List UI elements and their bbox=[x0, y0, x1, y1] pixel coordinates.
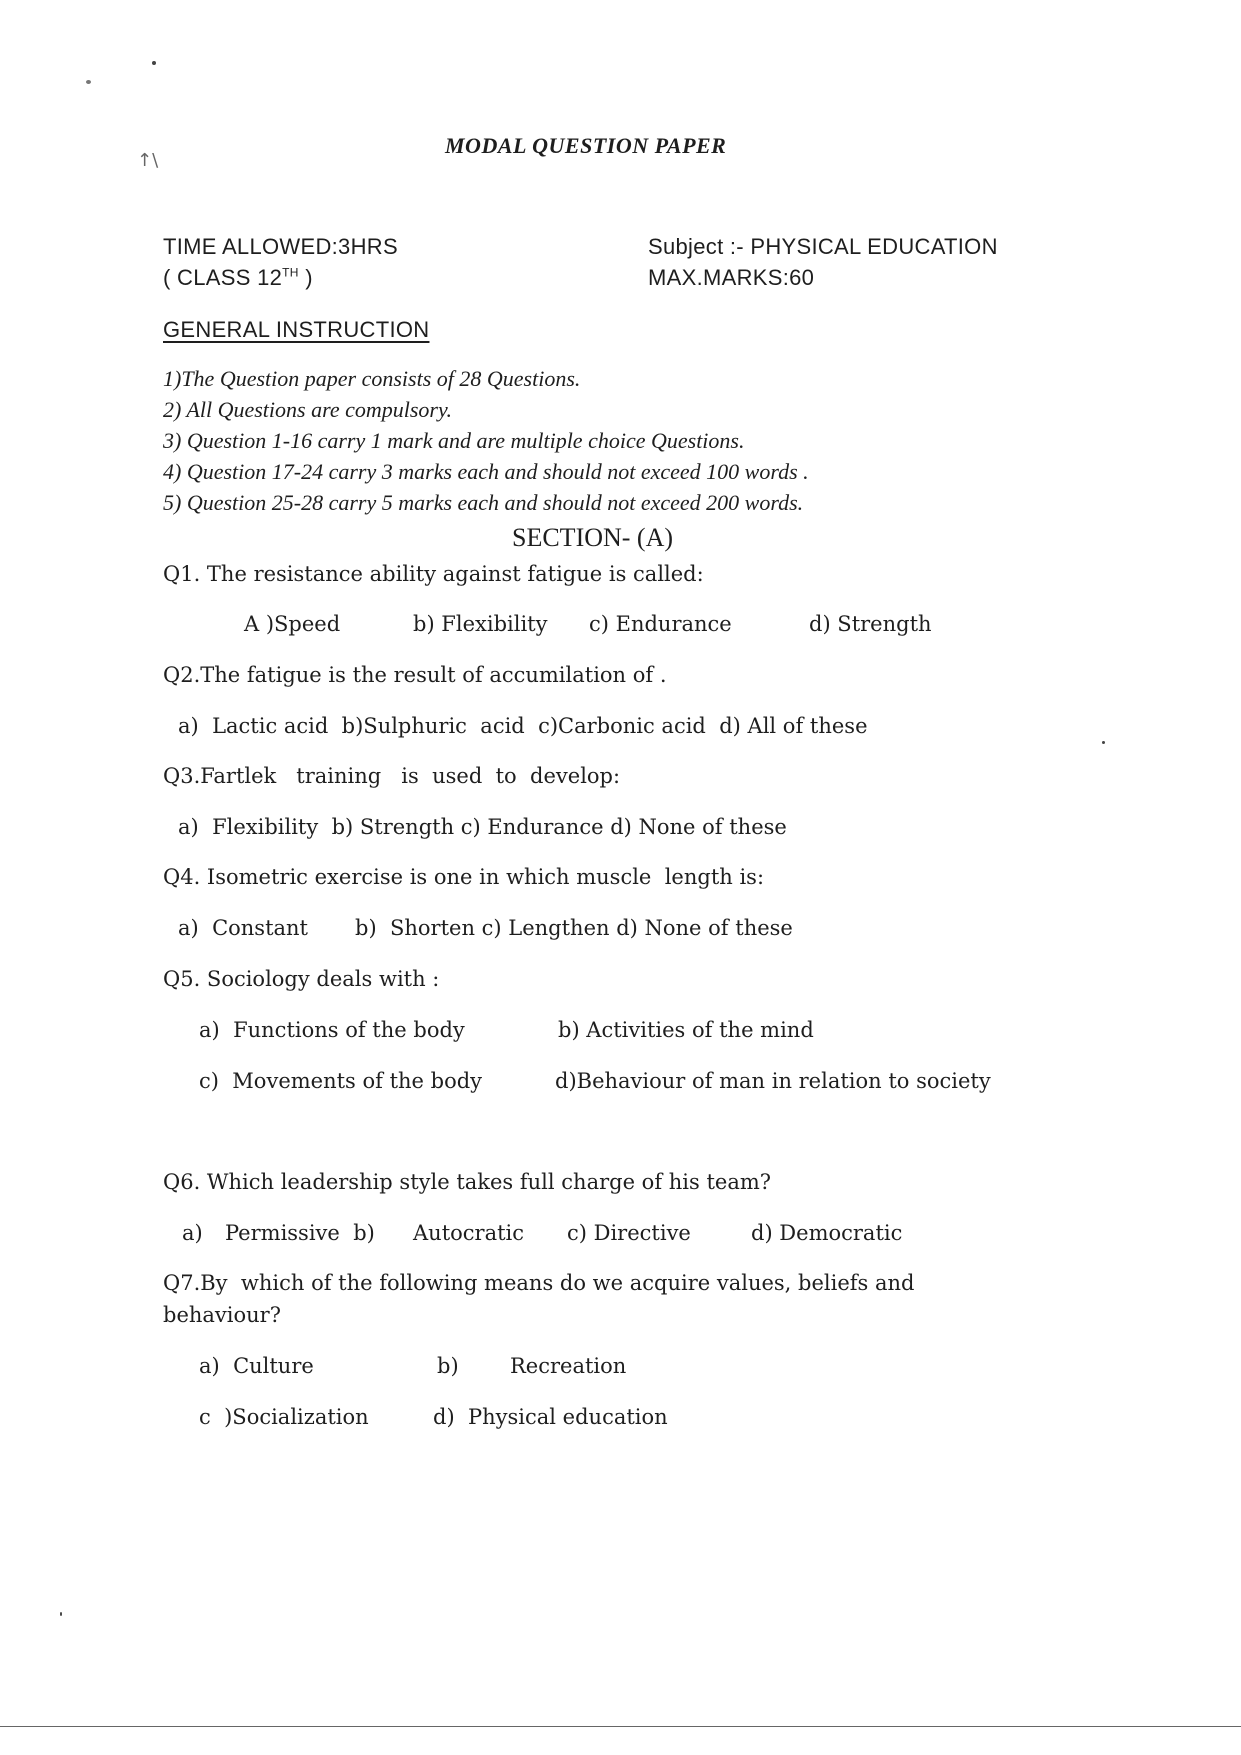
option: Autocratic bbox=[413, 1221, 525, 1245]
option: Permissive b) bbox=[225, 1221, 375, 1245]
paper-title: MODAL QUESTION PAPER bbox=[445, 133, 727, 158]
option: a) bbox=[182, 1221, 203, 1245]
option: b) Shorten c) Lengthen d) None of these bbox=[355, 916, 793, 940]
option: A )Speed bbox=[244, 612, 341, 636]
option: d) Physical education bbox=[433, 1405, 668, 1429]
scan-speck bbox=[86, 80, 91, 84]
scan-speck bbox=[152, 61, 156, 65]
option: a) Culture bbox=[199, 1354, 314, 1378]
class-label bbox=[163, 265, 313, 291]
option: a) Lactic acid b)Sulphuric acid c)Carbonic acid d) All of these bbox=[178, 714, 868, 738]
option: a) Constant bbox=[178, 916, 308, 940]
section-heading: SECTION- (A) bbox=[512, 523, 674, 552]
question-text: Q4. Isometric exercise is one in which muscle length is: bbox=[163, 865, 765, 889]
option: a) Functions of the body bbox=[199, 1018, 465, 1042]
class-prefix: ( CLASS 12 bbox=[163, 265, 283, 290]
option: b) Flexibility bbox=[413, 612, 548, 636]
instruction-item: 1)The Question paper consists of 28 Questions. bbox=[163, 366, 581, 391]
scan-speck bbox=[60, 1612, 62, 1616]
question-text: Q7.By which of the following means do we acquire values, beliefs and bbox=[163, 1271, 915, 1295]
option: d) Democratic bbox=[751, 1221, 903, 1245]
option: Recreation bbox=[510, 1354, 627, 1378]
option: c) Directive bbox=[567, 1221, 691, 1245]
instruction-item: 2) All Questions are compulsory. bbox=[163, 397, 453, 422]
time-allowed: TIME ALLOWED:3HRS bbox=[163, 234, 398, 259]
question-text: Q5. Sociology deals with : bbox=[163, 967, 440, 991]
option: a) Flexibility b) Strength c) Endurance d) None of these bbox=[178, 815, 787, 839]
subject: Subject :- PHYSICAL EDUCATION bbox=[648, 234, 998, 259]
option: b) Activities of the mind bbox=[558, 1018, 814, 1042]
option: b) bbox=[437, 1354, 459, 1378]
option: c )Socialization bbox=[199, 1405, 369, 1429]
option: c) Movements of the body bbox=[199, 1069, 483, 1093]
question-text: Q6. Which leadership style takes full charge of his team? bbox=[163, 1170, 772, 1194]
option: d)Behaviour of man in relation to society bbox=[555, 1069, 991, 1093]
instruction-item: 3) Question 1-16 carry 1 mark and are multiple choice Questions. bbox=[163, 428, 745, 453]
question-text: Q1. The resistance ability against fatigue is called: bbox=[163, 562, 704, 586]
class-suffix: ) bbox=[298, 265, 313, 290]
option: d) Strength bbox=[809, 612, 932, 636]
question-text: Q3.Fartlek training is used to develop: bbox=[163, 764, 621, 788]
instruction-item: 4) Question 17-24 carry 3 marks each and should not exceed 100 words . bbox=[163, 459, 809, 484]
scan-speck bbox=[1102, 741, 1105, 744]
max-marks: MAX.MARKS:60 bbox=[648, 265, 815, 290]
instructions-heading: GENERAL INSTRUCTION bbox=[163, 317, 430, 342]
question-text-continued: behaviour? bbox=[163, 1303, 281, 1327]
page-bottom-edge bbox=[0, 1726, 1241, 1727]
instruction-item: 5) Question 25-28 carry 5 marks each and should not exceed 200 words. bbox=[163, 490, 804, 515]
option: c) Endurance bbox=[589, 612, 732, 636]
question-text: Q2.The fatigue is the result of accumilation of . bbox=[163, 663, 667, 687]
class-superscript: TH bbox=[282, 265, 299, 280]
handwritten-mark: ↑\ bbox=[137, 150, 159, 171]
